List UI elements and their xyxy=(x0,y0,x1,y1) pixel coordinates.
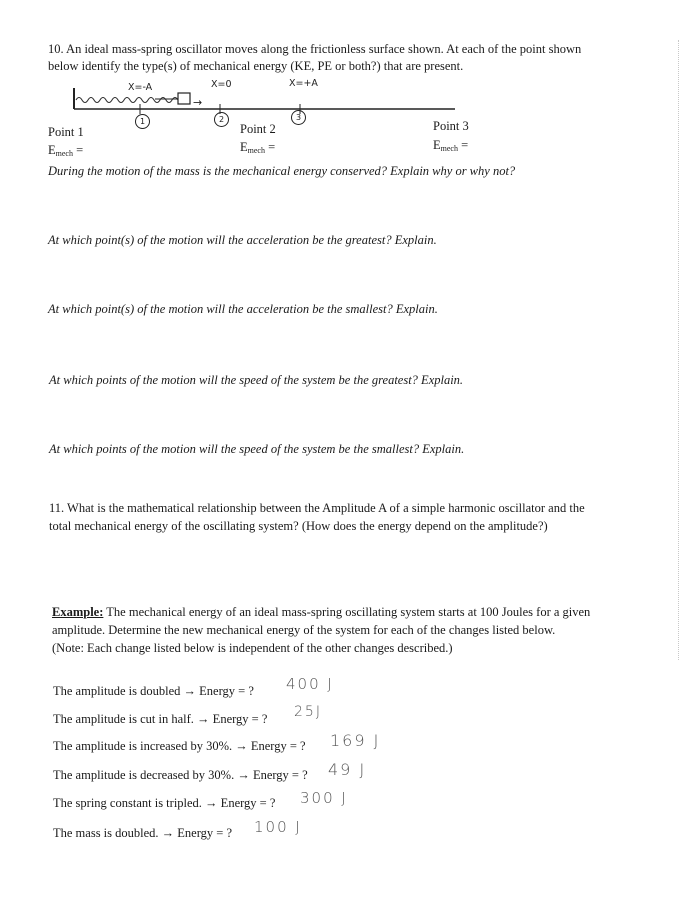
point-3-label: Point 3 xyxy=(433,119,469,133)
question-speed-smallest: At which points of the motion will the speed of the system be the smallest? Explain. xyxy=(49,442,465,456)
question-accel-smallest: At which point(s) of the motion will the acceleration be the smallest? Explain. xyxy=(48,302,438,316)
question-energy-conserved: During the motion of the mass is the mechanical energy conserved? Explain why or why not? xyxy=(48,164,516,178)
label-neg-a: X=-A xyxy=(128,82,153,93)
example-prompt-2: The amplitude is cut in half. → Energy = ? xyxy=(53,712,268,726)
example-answer-6: 100 J xyxy=(254,818,302,836)
example-line2: amplitude. Determine the new mechanical energy of the system for each of the changes listed below. xyxy=(52,623,556,637)
example-prompt-3: The amplitude is increased by 30%. → Energy = ? xyxy=(53,739,306,753)
label-pos-a: X=+A xyxy=(289,78,318,89)
point-1-emech: $E_{mech}$ = xyxy=(48,143,84,158)
point-1-marker: 1 xyxy=(135,114,150,129)
point-2-label: Point 2 xyxy=(240,122,276,136)
example-answer-2: 25J xyxy=(294,704,322,720)
example-prompt-6: The mass is doubled. → Energy = ? xyxy=(53,826,233,840)
q10-line2: below identify the type(s) of mechanical energy (KE, PE or both?) that are present. xyxy=(48,59,464,73)
example-prompt-1: The amplitude is doubled → Energy = ? xyxy=(53,684,254,698)
scan-edge-line xyxy=(678,40,680,660)
example-answer-3: 169 J xyxy=(330,731,381,750)
example-prompt-5: The spring constant is tripled. → Energy = ? xyxy=(53,796,276,810)
example-answer-1: 400 J xyxy=(286,675,334,693)
point-2-marker: 2 xyxy=(214,112,229,127)
example-line3: (Note: Each change listed below is independent of the other changes described.) xyxy=(52,641,453,655)
question-accel-greatest: At which point(s) of the motion will the acceleration be the greatest? Explain. xyxy=(48,233,437,247)
motion-arrow-icon: → xyxy=(193,96,203,109)
q11-line2: total mechanical energy of the oscillating system? (How does the energy depend on the amplitude?) xyxy=(49,519,548,533)
example-answer-5: 300 J xyxy=(300,789,348,807)
spring-icon xyxy=(76,98,178,103)
question-speed-greatest: At which points of the motion will the speed of the system be the greatest? Explain. xyxy=(49,373,464,387)
point-1-label: Point 1 xyxy=(48,125,84,139)
example-heading: Example: xyxy=(52,605,104,619)
label-zero: X=0 xyxy=(211,79,232,90)
point-3-emech: $E_{mech}$ = xyxy=(433,138,469,153)
example-answer-4: 49 J xyxy=(328,760,367,779)
example-prompt-4: The amplitude is decreased by 30%. → Energy = ? xyxy=(53,768,308,782)
point-2-emech: $E_{mech}$ = xyxy=(240,140,276,155)
q10-line1: 10. An ideal mass-spring oscillator moves along the frictionless surface shown. At each of the point shown xyxy=(48,42,582,56)
spring-diagram-svg xyxy=(60,76,460,126)
q11-line1: 11. What is the mathematical relationship between the Amplitude A of a simple harmonic oscillator and the xyxy=(49,501,585,515)
example-line1: Example: The mechanical energy of an ideal mass-spring oscillating system starts at 100 Joules for a given xyxy=(52,605,591,619)
mass-block xyxy=(178,93,190,104)
point-3-marker: 3 xyxy=(291,110,306,125)
